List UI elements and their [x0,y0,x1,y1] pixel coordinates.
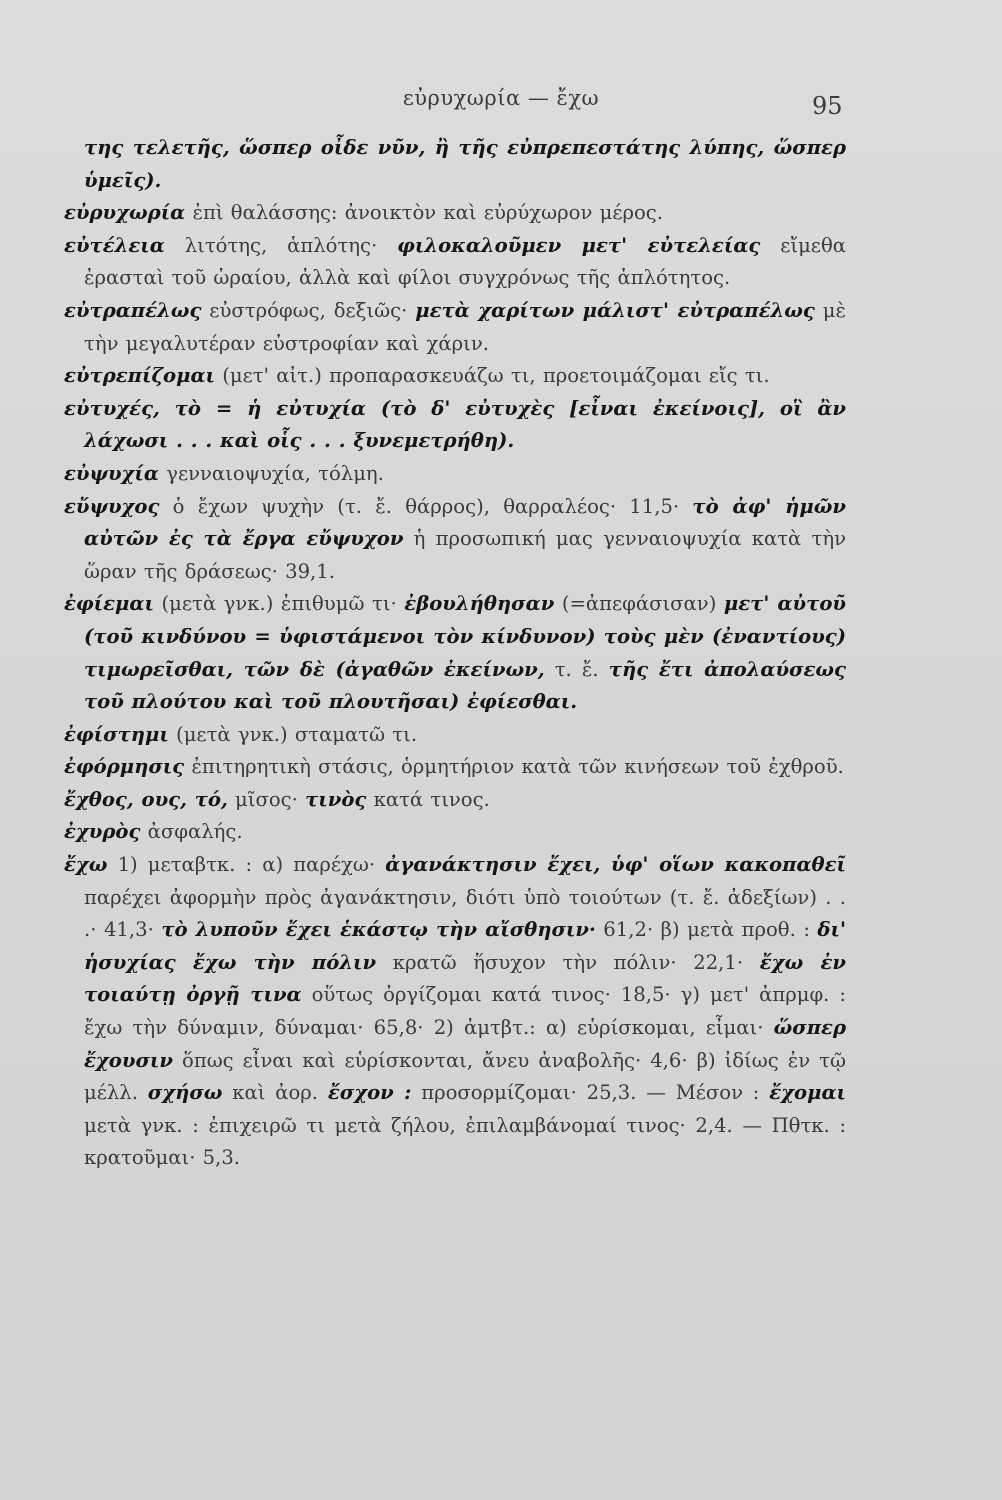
bold-greek-text: εὐτρεπίζομαι [64,364,216,388]
glossary-entry [64,588,846,718]
glossary-entry [64,719,846,752]
glossary-entry [64,491,846,589]
definition-text: μὲ τὴν μεγαλυτέραν εὐστροφίαν καὶ χάριν. [84,298,846,355]
glossary-entry [64,360,846,393]
glossary-entry [64,784,846,817]
bold-greek-text: εὐτυχές, τὸ = ἡ εὐτυχία (τὸ δ' εὐτυχὲς [εἶναι ἐκείνοις], οἳ ἂν λάχωσι . . . καὶ οἷς . . . ξυνεμετρήθη). [64,396,846,453]
bold-greek-text: εὐψυχία [64,461,159,485]
bold-greek-text: σχήσω [147,1081,223,1105]
glossary-entry [64,230,846,295]
running-head: εὐρυχωρία — ἔχω [402,86,600,110]
bold-greek-text: ὥσπερ ἔχουσιν [84,1016,846,1072]
glossary-entry [64,849,846,1175]
glossary-entry [64,295,846,360]
glossary-entry [64,197,846,230]
bold-greek-text: τινὸς [305,787,367,811]
glossary-entry [64,751,846,784]
bold-greek-text: μετὰ χαρίτων μάλιστ' εὐτραπέλως [415,298,815,322]
definition-text: λιτότης, ἁπλότης· [164,233,398,257]
bold-greek-text: ἔχομαι [769,1081,847,1105]
page-number: 95 [812,92,843,120]
definition-text: 1) μεταβτκ. : α) παρέχω· [107,853,386,877]
bold-greek-text: της τελετῆς, ὥσπερ οἶδε νῦν, ἢ τῆς εὐπρεπεστάτης λύπης, ὥσπερ ὑμεῖς). [84,136,846,192]
definition-text: εἴμεθα ἐρασταὶ τοῦ ὡραίου, ἀλλὰ καὶ φίλοι συγχρόνως τῆς ἁπλότητος. [84,233,846,290]
glossary-body [64,132,846,1175]
bold-greek-text: ἔχω [64,853,108,877]
bold-greek-text: τὸ λυποῦν ἔχει ἑκάστῳ τὴν αἴσθησιν· [161,918,596,942]
bold-greek-text: μετ' αὐτοῦ (τοῦ κινδύνου = ὑφιστάμενοι τὸν κίνδυνον) τοὺς μὲν (ἐναντίους) τιμωρεῖσθαι, τῶν δὲ (ἀγαθῶν ἐκείνων, [84,592,846,681]
definition-text: μετὰ γνκ. : ἐπιχειρῶ τι μετὰ ζήλου, ἐπιλαμβάνομαί τινος· 2,4. — Πθτκ. : κρατοῦμαι· 5,3. [84,1113,846,1170]
glossary-entry [64,393,846,458]
bold-greek-text: ἔσχον : [327,1081,412,1105]
definition-text: μῖσος· [227,787,306,811]
glossary-entry [64,458,846,491]
definition-text: ἡ προσωπική μας γενναιοψυχία κατὰ τὴν ὥραν τῆς δράσεως· 39,1. [84,527,846,583]
definition-text: ἀσφαλής. [140,820,243,844]
bold-greek-text: τῆς ἔτι ἀπολαύσεως τοῦ πλούτου καὶ τοῦ πλουτῆσαι) ἐφίεσθαι. [84,657,846,714]
bold-greek-text: εὐτέλεια [64,233,165,257]
definition-text: παρέχει ἀφορμὴν πρὸς ἀγανάκτησιν, διότι ὑπὸ τοιούτων (τ. ἔ. ἀδεξίων) . . .· 41,3· [84,885,846,942]
definition-text: ἐπιτηρητικὴ στάσις, ὁρμητήριον κατὰ τῶν κινήσεων τοῦ ἐχθροῦ. [184,755,844,779]
definition-text: ἐπὶ θαλάσσης: ἀνοικτὸν καὶ εὐρύχωρον μέρος. [185,201,663,225]
definition-text: τ. ἔ. [544,657,609,681]
bold-greek-text: ἐφόρμησις [64,755,185,779]
bold-greek-text: ἐφίεμαι [64,592,154,616]
bold-greek-text: τὸ ἀφ' ἡμῶν αὐτῶν ἐς τὰ ἔργα εὔψυχον [84,494,846,551]
bold-greek-text: δι' ἡσυχίας ἔχω τὴν πόλιν [84,918,846,974]
definition-text: ὅπως εἶναι καὶ εὑρίσκονται, ἄνευ ἀναβολῆς· 4,6· β) ἰδίως ἐν τῷ μέλλ. [84,1048,846,1105]
glossary-entry [64,816,846,849]
definition-text: κατά τινος. [366,787,490,811]
bold-greek-text: ἐφίστημι [64,722,169,746]
entry-continuation [64,132,846,197]
bold-greek-text: φιλοκαλοῦμεν μετ' εὐτελείας [397,233,761,257]
definition-text: 61,2· β) μετὰ προθ. : [595,918,818,942]
bold-greek-text: ἔχθος, ους, τό, [64,787,228,811]
definition-text: (μετ' αἰτ.) προπαρασκευάζω τι, προετοιμάζομαι εἴς τι. [215,364,770,388]
definition-text: (=ἀπεφάσισαν) [554,592,724,616]
bold-greek-text: ἔχω ἐν τοιαύτῃ ὀργῇ τινα [84,950,846,1007]
bold-greek-text: εὐρυχωρία [64,201,186,225]
definition-text: γενναιοψυχία, τόλμη. [159,461,384,485]
definition-text: ὁ ἔχων ψυχὴν (τ. ἔ. θάρρος), θαρραλέος· 11,5· [159,494,693,518]
bold-greek-text: ἐβουλήθησαν [404,592,555,616]
definition-text: οὕτως ὀργίζομαι κατά τινος· 18,5· γ) μετ' ἀπρμφ. : ἔχω τὴν δύναμιν, δύναμαι· 65,8· 2) ἀμτβτ.: α) εὑρίσκομαι, εἶμαι· [84,983,846,1040]
definition-text: προσορμίζομαι· 25,3. — Μέσον : [411,1081,770,1105]
bold-greek-text: εὔψυχος [64,494,160,518]
definition-text: κρατῶ ἥσυχον τὴν πόλιν· 22,1· [376,950,760,974]
bold-greek-text: εὐτραπέλως [64,298,202,322]
definition-text: καὶ ἀορ. [222,1081,328,1105]
definition-text: (μετὰ γνκ.) ἐπιθυμῶ τι· [153,592,405,616]
definition-text: εὐστρόφως, δεξιῶς· [201,298,416,322]
bold-greek-text: ἀγανάκτησιν ἔχει, ὑφ' οἵων κακοπαθεῖ [385,853,846,877]
definition-text: (μετὰ γνκ.) σταματῶ τι. [168,722,418,746]
bold-greek-text: ἐχυρὸς [64,820,141,844]
